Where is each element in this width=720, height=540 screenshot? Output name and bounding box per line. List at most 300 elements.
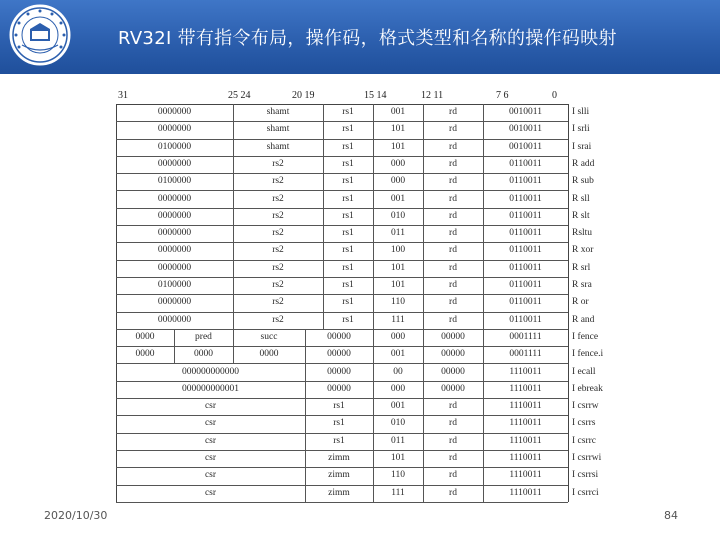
column-divider: [483, 173, 484, 190]
instruction-name: R sll: [572, 193, 590, 204]
column-divider: [423, 277, 424, 294]
field-cell: rs1: [333, 401, 345, 412]
column-divider: [373, 329, 374, 346]
column-divider: [483, 156, 484, 173]
field-cell: rd: [449, 401, 457, 412]
column-divider: [423, 346, 424, 363]
slide-title: RV32I 带有指令布局，操作码，格式类型和名称的操作码映射: [118, 28, 617, 49]
field-cell: 1110011: [509, 487, 542, 498]
column-divider: [373, 260, 374, 277]
field-cell: rd: [449, 418, 457, 429]
field-cell: 000: [390, 383, 406, 394]
field-cell: 00000: [327, 383, 351, 394]
field-cell: 00000: [441, 331, 465, 342]
table-row: [116, 485, 613, 502]
column-divider: [483, 225, 484, 242]
column-divider: [483, 208, 484, 225]
field-cell: 0110011: [509, 280, 542, 290]
column-divider: [373, 485, 374, 502]
column-divider: [373, 156, 374, 173]
column-divider: [233, 329, 234, 346]
column-divider: [323, 173, 324, 190]
instruction-name: I csrrc: [572, 435, 596, 446]
slide-date: 2020/10/30: [44, 509, 108, 522]
column-divider: [423, 294, 424, 311]
field-cell: 001: [390, 349, 406, 360]
column-divider: [233, 242, 234, 259]
field-cell: rs1: [333, 418, 345, 429]
column-divider: [305, 346, 306, 363]
page-number: 84: [664, 509, 678, 522]
field-cell: 110: [391, 470, 405, 481]
column-divider: [373, 139, 374, 156]
column-divider: [483, 329, 484, 346]
column-divider: [323, 312, 324, 329]
field-cell: shamt: [266, 124, 290, 135]
instruction-name: R sub: [572, 176, 594, 187]
column-divider: [174, 346, 175, 363]
field-cell: 101: [390, 141, 406, 152]
column-divider: [483, 415, 484, 432]
university-seal-logo: [8, 3, 72, 67]
field-cell: 000: [390, 331, 406, 342]
column-divider: [373, 208, 374, 225]
field-cell: 0100000: [157, 280, 192, 290]
field-cell: 00: [393, 366, 403, 377]
field-cell: 0000000: [157, 228, 192, 239]
column-divider: [423, 415, 424, 432]
field-cell: 010: [390, 418, 406, 429]
field-cell: rs2: [272, 210, 284, 221]
column-divider: [233, 208, 234, 225]
column-divider: [423, 173, 424, 190]
field-cell: rs1: [342, 297, 354, 308]
column-divider: [423, 156, 424, 173]
field-cell: rs1: [342, 158, 354, 169]
table-row: [116, 346, 613, 363]
field-cell: csr: [204, 418, 217, 429]
instruction-name: Rsltu: [572, 228, 593, 239]
column-divider: [323, 156, 324, 173]
column-divider: [323, 242, 324, 259]
table-row: [116, 104, 613, 121]
field-cell: rd: [449, 262, 457, 273]
column-divider: [483, 485, 484, 502]
field-cell: 0000000: [157, 297, 192, 308]
field-cell: 0110011: [509, 158, 542, 169]
field-cell: 0010011: [509, 124, 542, 135]
table-row: [116, 398, 613, 415]
table-row: [116, 433, 613, 450]
field-cell: 00000: [441, 383, 465, 394]
title-banner: [0, 0, 720, 74]
field-cell: 0000000: [157, 107, 192, 117]
column-divider: [305, 364, 306, 381]
field-cell: rd: [449, 487, 457, 498]
column-divider: [373, 277, 374, 294]
column-divider: [305, 415, 306, 432]
column-divider: [233, 173, 234, 190]
column-divider: [483, 346, 484, 363]
field-cell: 1110011: [509, 401, 542, 412]
column-divider: [423, 433, 424, 450]
field-cell: 0000000: [157, 210, 192, 221]
column-divider: [423, 364, 424, 381]
field-cell: 00000: [327, 366, 351, 377]
field-cell: 0000: [135, 349, 155, 360]
column-divider: [233, 294, 234, 311]
column-divider: [373, 450, 374, 467]
field-cell: 001: [390, 107, 406, 117]
table-row: [116, 156, 613, 173]
instruction-name: R sra: [572, 280, 592, 290]
column-divider: [373, 121, 374, 138]
column-divider: [373, 242, 374, 259]
field-cell: rd: [449, 453, 457, 463]
field-cell: 0000000: [157, 158, 192, 169]
field-cell: rd: [449, 314, 457, 325]
table-row: [116, 260, 613, 277]
table-row: [116, 121, 613, 138]
column-divider: [483, 467, 484, 484]
column-divider: [483, 450, 484, 467]
field-cell: rd: [449, 280, 457, 290]
field-cell: 0000000: [157, 314, 192, 325]
field-cell: rs2: [272, 280, 284, 290]
field-cell: 100: [390, 245, 406, 256]
field-cell: csr: [204, 435, 217, 446]
instruction-name: I ebreak: [572, 383, 603, 394]
table-row: [116, 381, 613, 398]
field-cell: 00000: [441, 349, 465, 360]
field-cell: 0110011: [509, 176, 542, 187]
column-divider: [483, 433, 484, 450]
field-cell: 0100000: [157, 176, 192, 187]
instruction-name: I srai: [572, 141, 592, 152]
field-cell: 111: [391, 314, 405, 325]
field-cell: rd: [449, 124, 457, 135]
instruction-name: I csrrw: [572, 401, 599, 412]
instruction-name: I csrrs: [572, 418, 596, 429]
column-divider: [423, 329, 424, 346]
field-cell: 0110011: [509, 210, 542, 221]
field-cell: shamt: [266, 141, 290, 152]
field-cell: 0001111: [509, 331, 542, 342]
column-divider: [423, 191, 424, 208]
column-divider: [233, 225, 234, 242]
bit-position-label: 25 24: [228, 90, 251, 101]
table-row: [116, 208, 613, 225]
table-row: [116, 415, 613, 432]
field-cell: rd: [449, 435, 457, 446]
column-divider: [305, 467, 306, 484]
column-divider: [323, 294, 324, 311]
field-cell: rs1: [342, 228, 354, 239]
field-cell: 0000: [135, 331, 155, 342]
instruction-name: I srli: [572, 124, 590, 135]
column-divider: [483, 364, 484, 381]
field-cell: csr: [204, 470, 217, 481]
bit-position-label: 12 11: [421, 90, 444, 101]
column-divider: [483, 191, 484, 208]
column-divider: [423, 139, 424, 156]
column-divider: [233, 312, 234, 329]
field-cell: rs1: [342, 210, 354, 221]
column-divider: [305, 450, 306, 467]
bit-position-label: 0: [552, 90, 557, 101]
column-divider: [373, 225, 374, 242]
field-cell: rd: [449, 297, 457, 308]
column-divider: [373, 398, 374, 415]
field-cell: 1110011: [509, 418, 542, 429]
field-cell: 0000000: [157, 193, 192, 204]
field-cell: zimm: [328, 453, 350, 463]
column-divider: [233, 139, 234, 156]
field-cell: 0110011: [509, 314, 542, 325]
column-divider: [423, 242, 424, 259]
instruction-name: I csrrsi: [572, 470, 599, 481]
field-cell: rs1: [342, 280, 354, 290]
column-divider: [323, 208, 324, 225]
column-divider: [483, 312, 484, 329]
field-cell: 0000000: [157, 124, 192, 135]
column-divider: [423, 208, 424, 225]
bit-position-label: 20 19: [292, 90, 315, 101]
column-divider: [233, 156, 234, 173]
field-cell: rs2: [272, 176, 284, 187]
opcode-map-table: [116, 90, 613, 502]
column-divider: [483, 104, 484, 121]
column-divider: [423, 381, 424, 398]
field-cell: 0110011: [509, 262, 542, 273]
field-cell: 101: [390, 453, 406, 463]
field-cell: 000000000001: [182, 383, 239, 394]
field-cell: 0010011: [509, 141, 542, 152]
field-cell: zimm: [328, 470, 350, 481]
field-cell: 000000000000: [182, 366, 239, 377]
instruction-name: R or: [572, 297, 589, 308]
field-cell: 0110011: [509, 245, 542, 256]
column-divider: [373, 104, 374, 121]
column-divider: [323, 104, 324, 121]
column-divider: [323, 139, 324, 156]
table-row: [116, 242, 613, 259]
field-cell: 0110011: [509, 228, 542, 239]
column-divider: [373, 415, 374, 432]
row-divider: [116, 502, 568, 503]
field-cell: rs2: [272, 297, 284, 308]
field-cell: 0000000: [157, 262, 192, 273]
field-cell: rd: [449, 107, 457, 117]
field-cell: 000: [390, 176, 406, 187]
field-cell: 00000: [327, 349, 351, 360]
field-cell: rd: [449, 470, 457, 481]
field-cell: csr: [204, 453, 217, 463]
column-divider: [373, 312, 374, 329]
field-cell: rs1: [342, 193, 354, 204]
table-row: [116, 329, 613, 346]
table-row: [116, 173, 613, 190]
column-divider: [233, 121, 234, 138]
field-cell: 0110011: [509, 297, 542, 308]
column-divider: [423, 104, 424, 121]
table-row: [116, 277, 613, 294]
column-divider: [483, 242, 484, 259]
field-cell: rd: [449, 176, 457, 187]
column-divider: [323, 191, 324, 208]
column-divider: [423, 225, 424, 242]
instruction-name: I fence: [572, 331, 599, 342]
column-divider: [305, 329, 306, 346]
field-cell: rs1: [342, 262, 354, 273]
column-divider: [233, 191, 234, 208]
field-cell: rs1: [342, 141, 354, 152]
table-row: [116, 294, 613, 311]
table-row: [116, 225, 613, 242]
column-divider: [483, 398, 484, 415]
column-divider: [483, 381, 484, 398]
field-cell: rs2: [272, 314, 284, 325]
bit-position-label: 31: [118, 90, 128, 101]
field-cell: rs2: [272, 262, 284, 273]
column-divider: [423, 312, 424, 329]
instruction-name: R xor: [572, 245, 594, 256]
column-divider: [423, 260, 424, 277]
field-cell: succ: [260, 331, 278, 342]
column-divider: [233, 346, 234, 363]
table-row: [116, 450, 613, 467]
field-cell: rd: [449, 228, 457, 239]
field-cell: rs2: [272, 228, 284, 239]
column-divider: [373, 433, 374, 450]
column-divider: [483, 139, 484, 156]
field-cell: 101: [390, 280, 406, 290]
column-divider: [373, 467, 374, 484]
field-cell: shamt: [266, 107, 290, 117]
field-cell: 0010011: [509, 107, 542, 117]
field-cell: 00000: [441, 366, 465, 377]
column-divider: [305, 381, 306, 398]
column-divider: [373, 173, 374, 190]
field-cell: 0001111: [509, 349, 542, 360]
column-divider: [423, 450, 424, 467]
field-cell: rs1: [342, 314, 354, 325]
instruction-name: I csrrci: [572, 487, 599, 498]
field-cell: 101: [390, 124, 406, 135]
column-divider: [323, 225, 324, 242]
field-cell: rs1: [342, 245, 354, 256]
field-cell: 1110011: [509, 470, 542, 481]
instruction-name: R srl: [572, 262, 591, 273]
column-divider: [373, 346, 374, 363]
field-cell: csr: [204, 401, 217, 412]
instruction-name: I slli: [572, 107, 590, 117]
bit-position-label: 7 6: [496, 90, 509, 101]
column-divider: [483, 277, 484, 294]
field-cell: 000: [390, 158, 406, 169]
column-divider: [483, 294, 484, 311]
column-divider: [305, 398, 306, 415]
table-row: [116, 139, 613, 156]
bit-position-label: 15 14: [364, 90, 387, 101]
column-divider: [305, 433, 306, 450]
field-cell: rd: [449, 193, 457, 204]
field-cell: 0000000: [157, 245, 192, 256]
field-cell: 1110011: [509, 383, 542, 394]
column-divider: [423, 485, 424, 502]
field-cell: 1110011: [509, 435, 542, 446]
field-cell: rd: [449, 245, 457, 256]
instruction-name: I csrrwi: [572, 453, 602, 463]
field-cell: 00000: [327, 331, 351, 342]
field-cell: 1110011: [509, 453, 542, 463]
field-cell: 0000: [259, 349, 279, 360]
column-divider: [174, 329, 175, 346]
column-divider: [323, 121, 324, 138]
field-cell: 001: [390, 401, 406, 412]
field-cell: pred: [195, 331, 212, 342]
instruction-name: R add: [572, 158, 595, 169]
field-cell: 110: [391, 297, 405, 308]
table-row: [116, 191, 613, 208]
field-cell: 101: [390, 262, 406, 273]
instruction-name: I fence.i: [572, 349, 604, 360]
column-divider: [323, 260, 324, 277]
field-cell: rd: [449, 158, 457, 169]
column-divider: [423, 467, 424, 484]
field-cell: rs1: [342, 176, 354, 187]
field-cell: 010: [390, 210, 406, 221]
column-divider: [323, 277, 324, 294]
field-cell: rs1: [342, 107, 354, 117]
instruction-name: R and: [572, 314, 595, 325]
field-cell: 0000: [194, 349, 213, 360]
column-divider: [483, 121, 484, 138]
field-cell: csr: [204, 487, 217, 498]
field-cell: rs2: [272, 245, 284, 256]
table-row: [116, 364, 613, 381]
column-divider: [305, 485, 306, 502]
column-divider: [423, 398, 424, 415]
column-divider: [483, 260, 484, 277]
column-divider: [373, 294, 374, 311]
field-cell: 0110011: [509, 193, 542, 204]
instruction-name: R slt: [572, 210, 590, 221]
field-cell: 111: [391, 487, 405, 498]
column-divider: [373, 381, 374, 398]
field-cell: zimm: [328, 487, 350, 498]
column-divider: [233, 277, 234, 294]
table-row: [116, 467, 613, 484]
field-cell: 0100000: [157, 141, 192, 152]
field-cell: 1110011: [509, 366, 542, 377]
column-divider: [233, 104, 234, 121]
field-cell: 011: [391, 228, 405, 239]
table-row: [116, 312, 613, 329]
field-cell: rs1: [342, 124, 354, 135]
column-divider: [373, 191, 374, 208]
field-cell: 001: [390, 193, 406, 204]
column-divider: [233, 260, 234, 277]
column-divider: [373, 364, 374, 381]
field-cell: rs2: [272, 193, 284, 204]
field-cell: rd: [449, 210, 457, 221]
field-cell: rs2: [272, 158, 284, 169]
field-cell: 011: [391, 435, 405, 446]
field-cell: rs1: [333, 435, 345, 446]
field-cell: rd: [449, 141, 457, 152]
column-divider: [423, 121, 424, 138]
